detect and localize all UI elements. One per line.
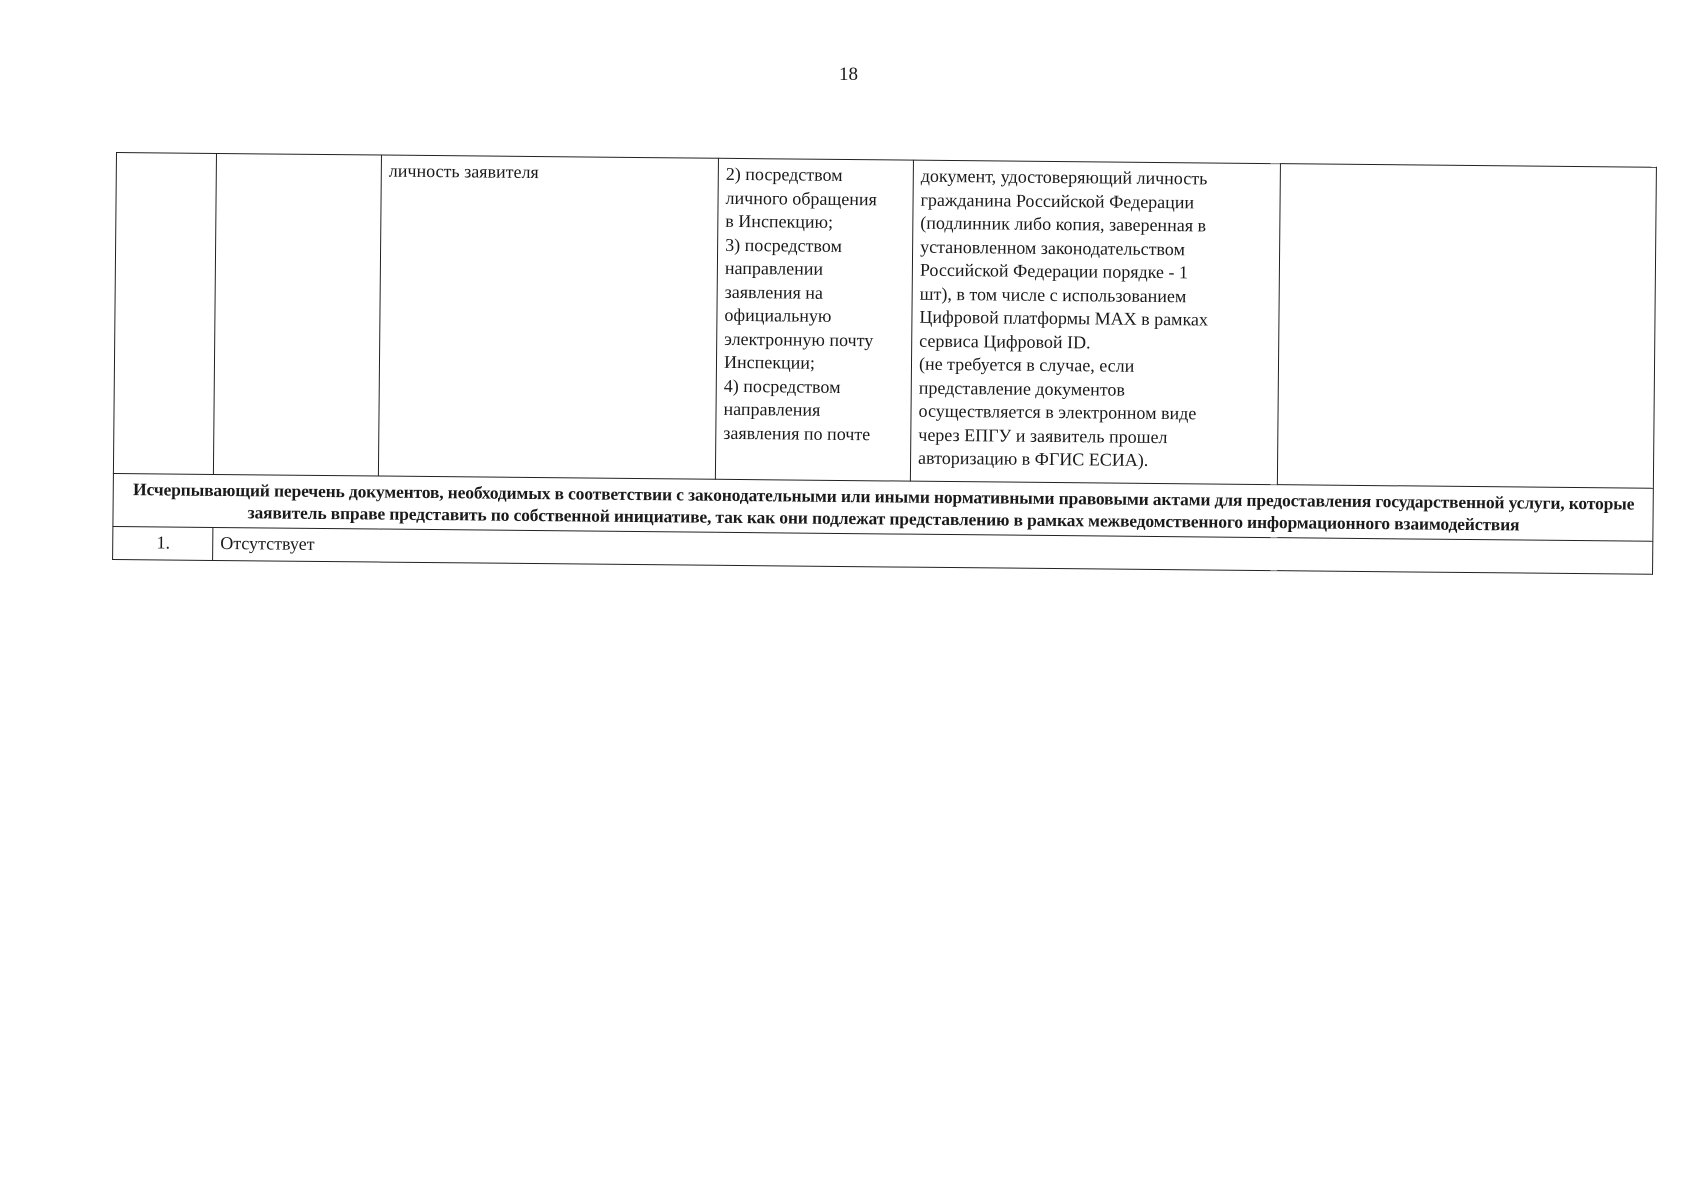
cell-document-purpose: личность заявителя xyxy=(378,155,718,479)
cell-document-description: документ, удостоверяющий личность гражданина Российской Федерации (подлинник либо копия, заверенная в установленном законодательством Российской Федерации порядке - 1 шт), в том числе с использованием Цифровой платформы MAX в рамках сервиса Цифровой ID. (не требуется в случае, если представление документов осуществляется в электронном виде через ЕПГУ и заявитель прошел авторизацию в ФГИС ЕСИА). xyxy=(910,160,1280,485)
cell-submission-methods: 2) посредством личного обращения в Инспекцию; 3) посредством направлении заявления на официальную электронную почту Инспекции; 4) посредством направления заявления по почте xyxy=(715,158,913,481)
cell-number-empty xyxy=(113,153,216,475)
cell-empty xyxy=(213,153,381,476)
section-heading: Исчерпывающий перечень документов, необходимых в соответствии с законодательными или иными нормативными правовыми актами для предоставления государственной услуги, которые заявитель вправе представить по собственной инициативе, так как они подлежат представлению в рамках межведомственного информационного взаимодействия xyxy=(113,473,1653,541)
row-number: 1. xyxy=(113,526,213,559)
cell-notes-empty xyxy=(1277,164,1656,489)
row-text: Отсутствует xyxy=(213,527,1653,573)
table-row-continued xyxy=(113,153,1656,489)
page-number: 18 xyxy=(839,64,858,85)
documents-table xyxy=(112,152,1657,574)
